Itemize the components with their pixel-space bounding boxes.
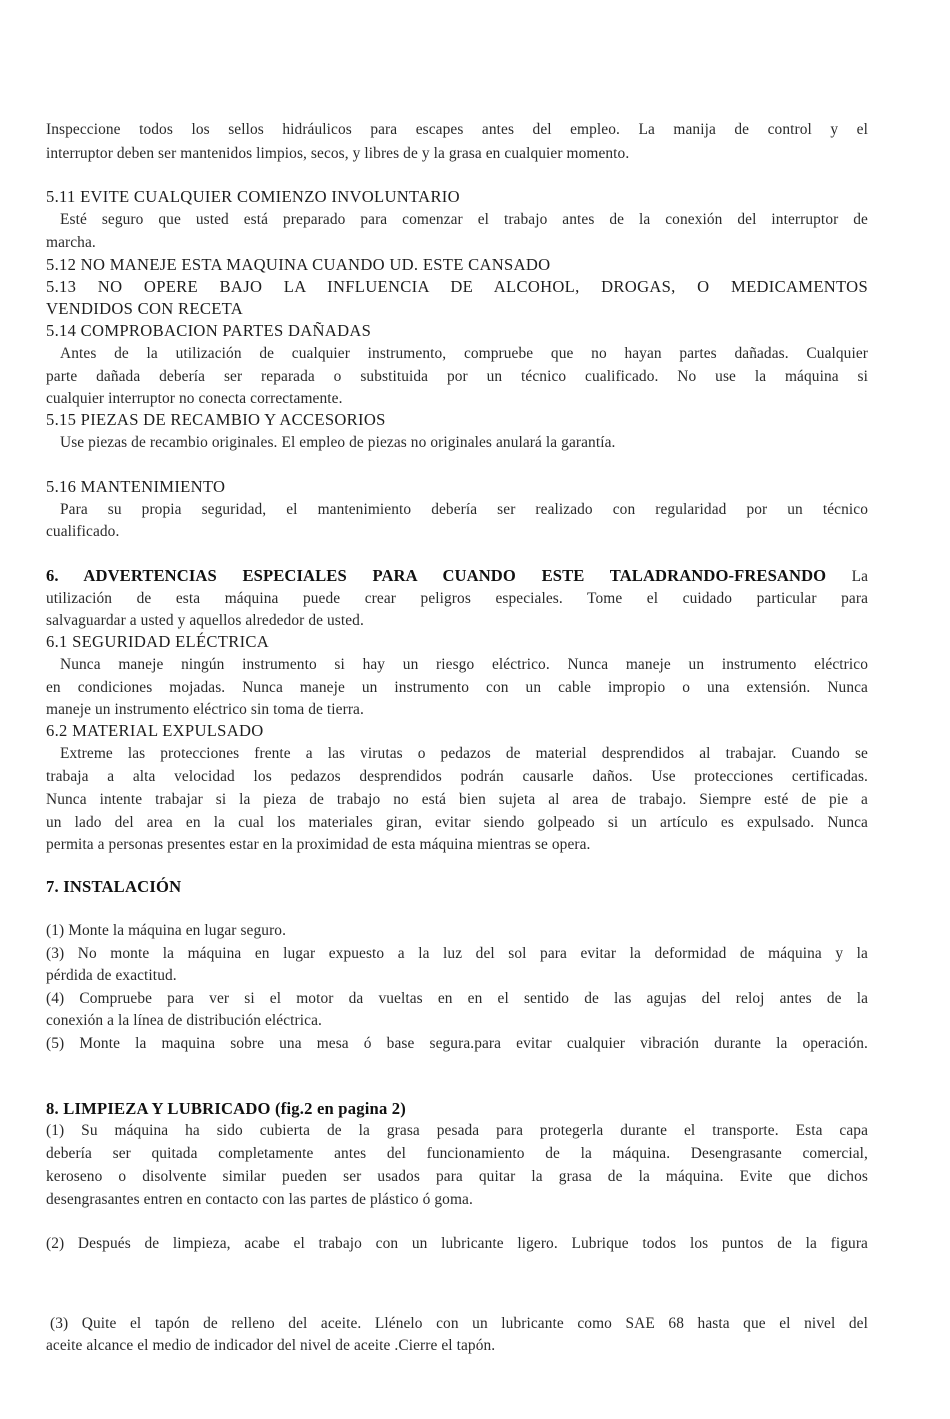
paragraph-line: cualificado. [46, 523, 120, 540]
section-heading-5-15: 5.15 PIEZAS DE RECAMBIO Y ACCESORIOS [46, 410, 386, 429]
paragraph-line: Inspeccione todos los sellos hidráulicos para escapes antes del empleo. La manija de control y el [46, 121, 868, 138]
list-item: (1) Su máquina ha sido cubierta de la grasa pesada para protegerla durante el transporte. Esta capa [46, 1122, 868, 1139]
paragraph-line: permita a personas presentes estar en la proximidad de esta máquina mientras se opera. [46, 836, 591, 853]
section-heading-7: 7. INSTALACIÓN [46, 877, 182, 896]
section-heading-5-13: 5.13 NO OPERE BAJO LA INFLUENCIA DE ALCOHOL, DROGAS, O MEDICAMENTOS [46, 277, 868, 296]
section-heading-5-13-cont: VENDIDOS CON RECETA [46, 299, 244, 318]
list-item-cont: conexión a la línea de distribución eléctrica. [46, 1012, 322, 1029]
section-heading-6-title: 6. ADVERTENCIAS ESPECIALES PARA CUANDO ESTE TALADRANDO-FRESANDO [46, 566, 827, 585]
paragraph-line: maneje un instrumento eléctrico sin toma de tierra. [46, 701, 364, 718]
paragraph-line: Nunca maneje ningún instrumento si hay un riesgo eléctrico. Nunca maneje un instrumento eléctrico [60, 656, 868, 673]
list-item-cont: keroseno o disolvente similar pueden ser usados para quitar la grasa de la máquina. Evite que dichos [46, 1168, 868, 1185]
paragraph-line: salvaguardar a usted y aquellos alrededor de usted. [46, 612, 364, 629]
list-item-cont: debería ser quitada completamente antes del funcionamiento de la máquina. Desengrasante comercial, [46, 1145, 868, 1162]
paragraph-line: Nunca intente trabajar si la pieza de trabajo no está bien sujeta al area de trabajo. Siempre esté de pie a [46, 791, 868, 808]
section-heading-6-tail: La [826, 568, 868, 585]
list-item: (4) Compruebe para ver si el motor da vueltas en en el sentido de las agujas del reloj antes de la [46, 990, 868, 1007]
list-item: (2) Después de limpieza, acabe el trabajo con un lubricante ligero. Lubrique todos los puntos de la figura [46, 1235, 868, 1252]
paragraph-line: Use piezas de recambio originales. El empleo de piezas no originales anulará la garantía. [60, 434, 616, 451]
paragraph-line: parte dañada debería ser reparada o substituida por un técnico cualificado. No use la máquina si [46, 368, 868, 385]
paragraph-line: trabaja a alta velocidad los pedazos desprendidos podrán causarle daños. Use protecciones certificadas. [46, 768, 868, 785]
paragraph-line: Para su propia seguridad, el mantenimiento debería ser realizado con regularidad por un técnico [60, 501, 868, 518]
paragraph-line: Esté seguro que usted está preparado para comenzar el trabajo antes de la conexión del interruptor de [60, 211, 868, 228]
paragraph-line: Extreme las protecciones frente a las virutas o pedazos de material desprendidos al trabajar. Cuando se [60, 745, 868, 762]
paragraph-line: interruptor deben ser mantenidos limpios, secos, y libres de y la grasa en cualquier momento. [46, 145, 630, 162]
paragraph-line: marcha. [46, 234, 96, 251]
section-heading-6 [46, 565, 868, 588]
list-item: (5) Monte la maquina sobre una mesa ó base segura.para evitar cualquier vibración durante la operación. [46, 1035, 868, 1052]
paragraph-line: un lado del area en la cual los materiales giran, evitar siendo golpeado si un artículo es expulsado. Nunca [46, 814, 868, 831]
section-heading-6-2: 6.2 MATERIAL EXPULSADO [46, 721, 264, 740]
section-heading-5-14: 5.14 COMPROBACION PARTES DAÑADAS [46, 321, 372, 340]
list-item-cont: pérdida de exactitud. [46, 967, 177, 984]
paragraph-line: en condiciones mojadas. Nunca maneje un instrumento con un cable impropio o una extensión. Nunca [46, 679, 868, 696]
section-heading-8: 8. LIMPIEZA Y LUBRICADO (fig.2 en pagina 2) [46, 1099, 407, 1118]
paragraph-line: Antes de la utilización de cualquier instrumento, compruebe que no hayan partes dañadas. Cualquier [60, 345, 868, 362]
paragraph-line: utilización de esta máquina puede crear peligros especiales. Tome el cuidado particular para [46, 590, 868, 607]
list-item: (3) Quite el tapón de relleno del aceite. Llénelo con un lubricante como SAE 68 hasta que el nivel del [50, 1315, 868, 1332]
section-heading-5-11: 5.11 EVITE CUALQUIER COMIENZO INVOLUNTARIO [46, 187, 460, 206]
list-item: (1) Monte la máquina en lugar seguro. [46, 922, 287, 939]
paragraph-line: cualquier interruptor no conecta correctamente. [46, 390, 343, 407]
section-heading-5-12: 5.12 NO MANEJE ESTA MAQUINA CUANDO UD. ESTE CANSADO [46, 255, 551, 274]
list-item: (3) No monte la máquina en lugar expuesto a la luz del sol para evitar la deformidad de máquina y la [46, 945, 868, 962]
section-heading-6-1: 6.1 SEGURIDAD ELÉCTRICA [46, 632, 270, 651]
list-item-cont: aceite alcance el medio de indicador del nivel de aceite .Cierre el tapón. [46, 1337, 496, 1354]
section-heading-5-16: 5.16 MANTENIMIENTO [46, 477, 226, 496]
list-item-cont: desengrasantes entren en contacto con las partes de plástico ó goma. [46, 1191, 473, 1208]
